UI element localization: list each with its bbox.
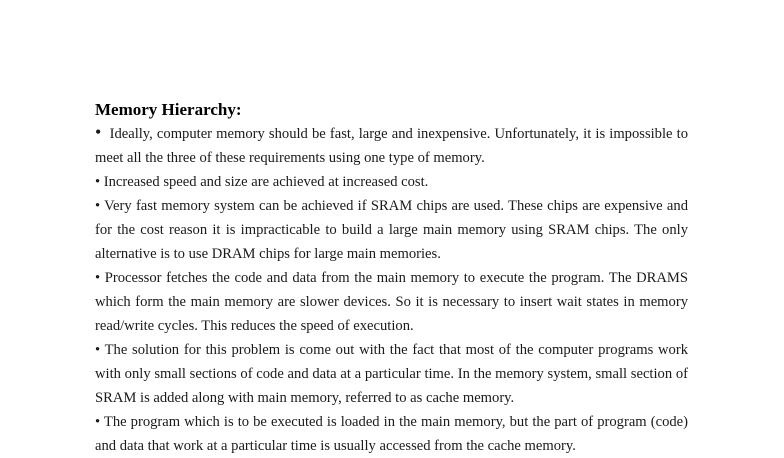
paragraph-text: The program which is to be executed is loaded in the main memory, but the part of program (code) and data that work at a particular time is usually accessed from the cache memory.	[95, 414, 688, 454]
paragraph-5	[95, 338, 688, 410]
bullet-marker: •	[95, 174, 101, 190]
bullet-marker: •	[95, 198, 101, 214]
paragraph-4	[95, 266, 688, 338]
bullet-marker: •	[95, 122, 102, 142]
bullet-marker: •	[95, 414, 101, 430]
paragraph-text: Very fast memory system can be achieved if SRAM chips are used. These chips are expensive and for the cost reason it is impracticable to build a large main memory using SRAM chips. The only alternative is to use DRAM chips for large main memories.	[95, 198, 689, 262]
paragraph-2	[95, 170, 688, 194]
paragraph-text: Ideally, computer memory should be fast, large and inexpensive. Unfortunately, it is impossible to meet all the three of these requirements using one type of memory.	[95, 126, 688, 166]
bullet-marker: •	[95, 342, 101, 358]
paragraph-1	[95, 122, 688, 170]
paragraph-text: Processor fetches the code and data from the main memory to execute the program. The DRAMS which form the main memory are slower devices. So it is necessary to insert wait states in memory read/write cycles. This reduces the speed of execution.	[95, 270, 688, 334]
section-heading: Memory Hierarchy:	[95, 100, 242, 119]
paragraph-6	[95, 410, 688, 458]
document-body	[95, 99, 688, 458]
paragraph-text: The solution for this problem is come out with the fact that most of the computer programs work with only small sections of code and data at a particular time. In the memory system, small section of SRAM is added along with main memory, referred to as cache memory.	[95, 342, 688, 406]
paragraph-3	[95, 194, 688, 266]
paragraph-text: Increased speed and size are achieved at increased cost.	[103, 174, 429, 190]
bullet-marker: •	[95, 270, 101, 286]
